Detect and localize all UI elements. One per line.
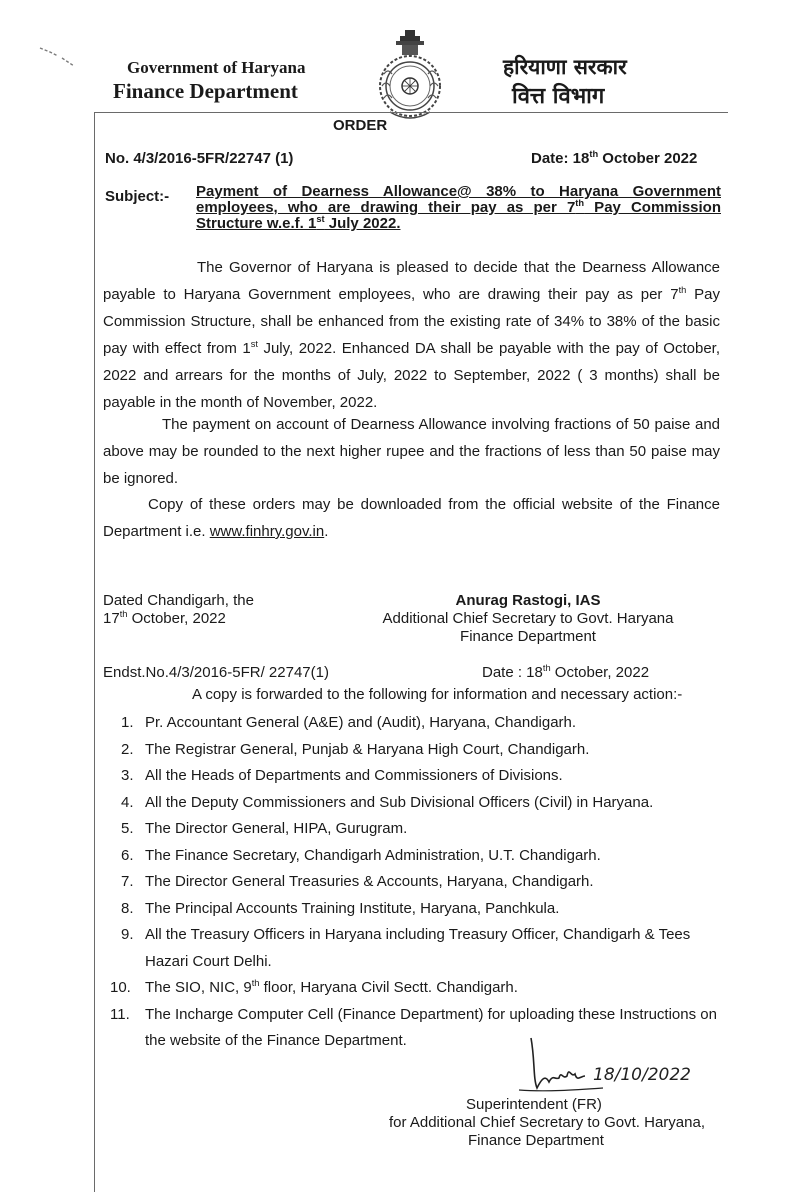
list-item: 3. All the Heads of Departments and Commissioners of Divisions. (121, 767, 563, 784)
paragraph-3: Copy of these orders may be downloaded from the official website of the Finance Department i.e. www.finhry.gov.in. (103, 496, 720, 540)
haryana-emblem-icon (376, 28, 444, 124)
header-department-hi: वित्त विभाग (512, 84, 605, 109)
handwritten-signature (515, 1030, 705, 1102)
list-item: 2. The Registrar General, Punjab & Haryana High Court, Chandigarh. (121, 740, 590, 758)
list-item: 5. The Director General, HIPA, Gurugram. (121, 820, 408, 837)
header-government-hi: हरियाणा सरकार (503, 55, 627, 79)
subject-text: Payment of Dearness Allowance@ 38% to Haryana Government employees, who are drawing their pay as per 7th Pay Commission Structure w.e.f. 1st July 2022. (196, 183, 721, 232)
endorsement-number: Endst.No.4/3/2016-5FR/ 22747(1) (103, 664, 329, 681)
forward-text: A copy is forwarded to the following for information and necessary action:- (192, 686, 683, 703)
paragraph-1: The Governor of Haryana is pleased to decide that the Dearness Allowance payable to Haryana Government employees, who are drawing their pay as per 7th Pay Commission Structure, shall be enhanced from the existing rate of 34% to 38% of the basic pay with effect from 1st July, 2022. Enhanced DA shall be payable with the pay of October, 2022 and arrears for the months of July, 2022 to September, 2022 ( 3 months) shall be payable in the month of November, 2022. (103, 259, 720, 411)
list-item: 4. All the Deputy Commissioners and Sub Divisional Officers (Civil) in Haryana. (121, 793, 654, 811)
list-item: 8. The Principal Accounts Training Institute, Haryana, Panchkula. (121, 899, 560, 917)
website-link[interactable]: www.finhry.gov.in (209, 523, 325, 540)
order-number: No. 4/3/2016-5FR/22747 (1) (105, 150, 294, 167)
paragraph-2: The payment on account of Dearness Allowance involving fractions of 50 paise and above may be rounded to the next higher rupee and the fractions of less than 50 paise may be ignored. (103, 416, 720, 487)
signatory-for: for Additional Chief Secretary to Govt. Haryana, (389, 1114, 705, 1131)
svg-text:18/10/2022: 18/10/2022 (593, 1065, 691, 1085)
signatory-designation: Additional Chief Secretary to Govt. Haryana (382, 610, 674, 627)
list-item: 1. Pr. Accountant General (A&E) and (Audit), Haryana, Chandigarh. (121, 714, 577, 731)
order-title: ORDER (333, 117, 388, 134)
list-item: 11. The Incharge Computer Cell (Finance Department) for uploading these Instructions on the website of the Finance Department. (110, 1005, 717, 1049)
header-government-en: Government of Haryana (127, 58, 306, 77)
subject-label: Subject:- (105, 188, 170, 205)
signatory-name: Anurag Rastogi, IAS (455, 592, 601, 609)
distribution-list (110, 710, 722, 1055)
signatory-block (370, 592, 686, 646)
dated-place: Dated Chandigarh, the 17th October, 2022 (103, 592, 254, 627)
header-department-en: Finance Department (113, 79, 298, 103)
list-item: 9. All the Treasury Officers in Haryana including Treasury Officer, Chandigarh & Tees Hazari Court Delhi. (121, 926, 691, 970)
signatory-dept: Finance Department (468, 1132, 604, 1149)
margin-line (94, 112, 95, 1192)
endorsement-date: Date : 18th October, 2022 (482, 663, 650, 681)
list-item: 6. The Finance Secretary, Chandigarh Administration, U.T. Chandigarh. (121, 846, 601, 864)
list-item: 7. The Director General Treasuries & Accounts, Haryana, Chandigarh. (121, 873, 594, 890)
signatory-title: Superintendent (FR) (466, 1096, 602, 1113)
list-item: 10. The SIO, NIC, 9th floor, Haryana Civil Sectt. Chandigarh. (110, 978, 518, 996)
header-rule (94, 112, 728, 113)
scan-mark (38, 44, 78, 70)
order-date: Date: 18th October 2022 (531, 149, 698, 167)
signatory-department: Finance Department (460, 628, 596, 645)
